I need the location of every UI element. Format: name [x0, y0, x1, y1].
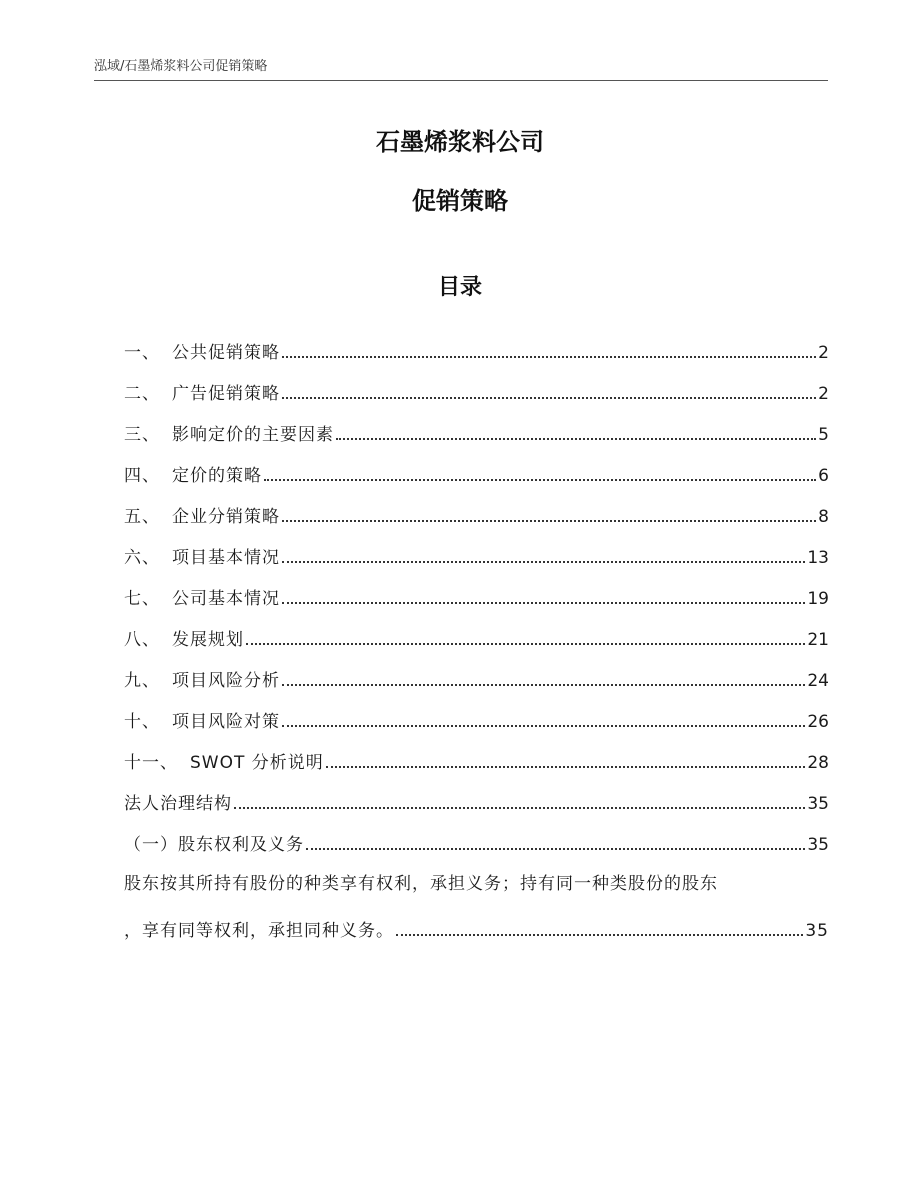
- toc-entry-number: 六、: [124, 548, 160, 568]
- toc-entry-text: 公共促销策略: [172, 343, 280, 363]
- toc-page-number: 35: [805, 921, 829, 941]
- toc-entry-number: 一、: [124, 343, 160, 363]
- header-divider: [94, 80, 828, 81]
- toc-entry-paragraph[interactable]: [124, 865, 829, 941]
- toc-entry[interactable]: [124, 609, 829, 650]
- toc-entry-text: 项目风险分析: [172, 671, 280, 691]
- document-subtitle: 促销策略: [412, 187, 508, 215]
- toc-entry-text: 发展规划: [172, 630, 244, 650]
- toc-entry-label: [124, 789, 232, 814]
- toc-page-number: 28: [807, 753, 829, 773]
- toc-leader-dots: [246, 643, 805, 645]
- toc-entry-number: 八、: [124, 630, 160, 650]
- toc-leader-dots: [282, 684, 805, 686]
- toc-leader-dots: [282, 356, 816, 358]
- toc-entry-text: ，享有同等权利，承担同种义务。: [124, 921, 394, 941]
- toc-page-number: 24: [807, 671, 829, 691]
- toc-heading: 目录: [437, 275, 482, 300]
- toc-page-number: 35: [807, 794, 829, 814]
- toc-entry-number: 三、: [124, 425, 160, 445]
- toc-entry-label: [124, 830, 304, 855]
- toc-entry[interactable]: [124, 363, 829, 404]
- toc-page-number: 6: [818, 466, 829, 486]
- toc-paragraph-line-1: 股东按其所持有股份的种类享有权利，承担义务；持有同一种类股份的股东: [124, 874, 718, 894]
- toc-entry-text: 法人治理结构: [124, 794, 232, 814]
- toc-entry[interactable]: [124, 527, 829, 568]
- toc-page-number: 5: [818, 425, 829, 445]
- toc-page-number: 35: [807, 835, 829, 855]
- toc-entry-number: 九、: [124, 671, 160, 691]
- toc-entry[interactable]: [124, 773, 829, 814]
- toc-leader-dots: [234, 807, 805, 809]
- toc-leader-dots: [336, 438, 816, 440]
- toc-page-number: 2: [818, 343, 829, 363]
- toc-leader-dots: [282, 561, 805, 563]
- toc-leader-dots: [282, 397, 816, 399]
- toc-entry-text: SWOT 分析说明: [190, 753, 324, 773]
- toc-entry-label: [124, 338, 280, 363]
- toc-page-number: 26: [807, 712, 829, 732]
- toc-entry-label: [124, 748, 324, 773]
- toc-entry-text: 广告促销策略: [172, 384, 280, 404]
- toc-entry-number: 十、: [124, 712, 160, 732]
- toc-page-number: 8: [818, 507, 829, 527]
- toc-entry-label: [124, 379, 280, 404]
- toc-entry-text: 定价的策略: [172, 466, 262, 486]
- toc-leader-dots: [282, 725, 805, 727]
- toc-entry[interactable]: [124, 691, 829, 732]
- toc-page-number: 21: [807, 630, 829, 650]
- table-of-contents: [124, 322, 829, 941]
- toc-entry[interactable]: [124, 814, 829, 855]
- toc-leader-dots: [282, 602, 805, 604]
- toc-leader-dots: [396, 934, 803, 936]
- toc-leader-dots: [306, 848, 805, 850]
- toc-entry-number: 十一、: [124, 753, 178, 773]
- toc-entry-number: 二、: [124, 384, 160, 404]
- toc-paragraph-line-2: [124, 903, 829, 941]
- toc-leader-dots: [326, 766, 806, 768]
- toc-entry-label: [124, 461, 262, 486]
- toc-entry[interactable]: [124, 486, 829, 527]
- toc-page-number: 13: [807, 548, 829, 568]
- toc-leader-dots: [264, 479, 816, 481]
- toc-entry-text: 影响定价的主要因素: [172, 425, 334, 445]
- toc-entry-number: 五、: [124, 507, 160, 527]
- toc-entry-text: （一）股东权利及义务: [124, 835, 304, 855]
- toc-entry-label: [124, 707, 280, 732]
- toc-entry-label: [124, 543, 280, 568]
- toc-entry-label: [124, 502, 280, 527]
- toc-leader-dots: [282, 520, 816, 522]
- toc-page-number: 2: [818, 384, 829, 404]
- toc-entry[interactable]: [124, 650, 829, 691]
- toc-entry-label: [124, 420, 334, 445]
- toc-entry[interactable]: [124, 568, 829, 609]
- toc-entry-number: 四、: [124, 466, 160, 486]
- toc-entry-number: 七、: [124, 589, 160, 609]
- toc-entry-label: [124, 625, 244, 650]
- toc-entry[interactable]: [124, 445, 829, 486]
- toc-entry[interactable]: [124, 404, 829, 445]
- toc-entry[interactable]: [124, 732, 829, 773]
- document-title: 石墨烯浆料公司: [376, 128, 544, 156]
- toc-entry-text: 项目风险对策: [172, 712, 280, 732]
- toc-entry-text: 项目基本情况: [172, 548, 280, 568]
- toc-entry-label: [124, 666, 280, 691]
- toc-entry-text: 企业分销策略: [172, 507, 280, 527]
- running-header: 泓域/石墨烯浆料公司促销策略: [94, 59, 268, 74]
- toc-entry[interactable]: [124, 322, 829, 363]
- toc-entry-text: 公司基本情况: [172, 589, 280, 609]
- toc-page-number: 19: [807, 589, 829, 609]
- toc-entry-label: [124, 584, 280, 609]
